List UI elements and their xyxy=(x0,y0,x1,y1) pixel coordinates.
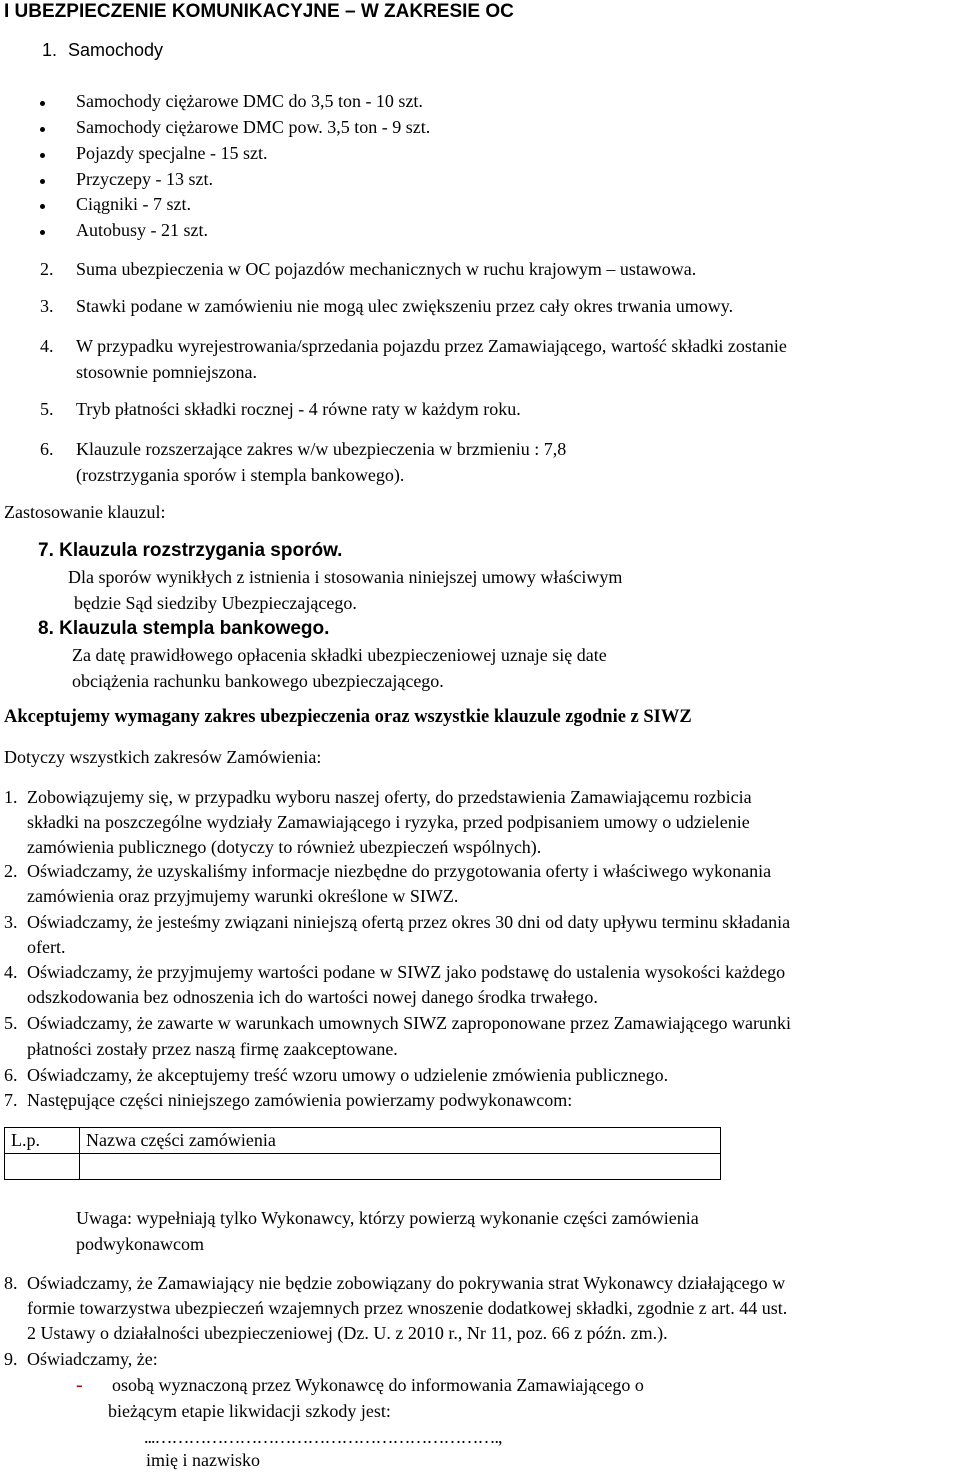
bullet-icon xyxy=(40,230,45,235)
declaration-text: składki na poszczególne wydziały Zamawiającego i ryzyka, przed podpisaniem umowy o udzielenie xyxy=(27,812,750,832)
declaration-text: Oświadczamy, że zawarte w warunkach umownych SIWZ zaproponowane przez Zamawiającego warunki xyxy=(27,1013,791,1033)
declaration-number: 8. xyxy=(4,1273,18,1293)
bullet-icon xyxy=(40,127,45,132)
item-number: 5. xyxy=(40,399,54,419)
declaration-text: Oświadczamy, że: xyxy=(27,1349,158,1369)
dash-bullet: - xyxy=(76,1374,83,1396)
item-1-text: Samochody xyxy=(68,40,164,60)
acceptance-statement: Akceptujemy wymagany zakres ubezpieczenia oraz wszystkie klauzule zgodnie z SIWZ xyxy=(4,707,692,727)
subcontractor-table xyxy=(4,1127,721,1180)
item-text-continuation: stosownie pomniejszona. xyxy=(76,362,257,382)
declaration-text: ofert. xyxy=(27,937,66,957)
declaration-text: Następujące części niniejszego zamówienia powierzamy podwykonawcom: xyxy=(27,1090,573,1110)
table-cell-lp[interactable] xyxy=(5,1154,80,1180)
declaration-text: Oświadczamy, że Zamawiający nie będzie zobowiązany do pokrywania strat Wykonawcy działającego w xyxy=(27,1273,786,1293)
vehicle-item: Przyczepy - 13 szt. xyxy=(76,169,213,189)
bullet-icon xyxy=(40,179,45,184)
declaration-number: 3. xyxy=(4,912,18,932)
table-header-lp: L.p. xyxy=(5,1128,80,1154)
declaration-text: zamówienia publicznego (dotyczy to również ubezpieczeń wspólnych). xyxy=(27,837,542,857)
clause-7-title: 7. Klauzula rozstrzygania sporów. xyxy=(38,540,343,561)
clause-7-text: Dla sporów wynikłych z istnienia i stosowania niniejszej umowy właściwym xyxy=(68,567,623,587)
note-text: Uwaga: wypełniają tylko Wykonawcy, którzy powierzą wykonanie części zamówienia xyxy=(76,1208,699,1228)
declaration-number: 9. xyxy=(4,1349,18,1369)
clause-7-text: będzie Sąd siedziby Ubezpieczającego. xyxy=(74,593,357,613)
vehicle-item: Pojazdy specjalne - 15 szt. xyxy=(76,143,268,163)
item-text: Tryb płatności składki rocznej - 4 równe raty w każdym roku. xyxy=(76,399,521,419)
section-title: I UBEZPIECZENIE KOMUNIKACYJNE – W ZAKRESIE OC xyxy=(4,1,514,22)
declaration-text: Zobowiązujemy się, w przypadku wyboru naszej oferty, do przedstawienia Zamawiającemu rozbicia xyxy=(27,787,752,807)
declaration-text: formie towarzystwa ubezpieczeń wzajemnych przez wnoszenie dodatkowej składki, zgodnie z art. 44 ust. xyxy=(27,1298,788,1318)
table-header-row xyxy=(5,1128,721,1154)
declaration-text: Oświadczamy, że jesteśmy związani niniejszą ofertą przez okres 30 dni od daty upływu terminu składania xyxy=(27,912,791,932)
bullet-icon xyxy=(40,153,45,158)
declaration-text: 2 Ustawy o działalności ubezpieczeniowej (Dz. U. z 2010 r., Nr 11, poz. 66 z późn. zm.). xyxy=(27,1323,668,1343)
table-header-name: Nazwa części zamówienia xyxy=(80,1128,721,1154)
table-cell-name[interactable] xyxy=(80,1154,721,1180)
declaration-text: odszkodowania bez odnoszenia ich do wartości nowej danego środka trwałego. xyxy=(27,987,598,1007)
vehicle-item: Samochody ciężarowe DMC do 3,5 ton - 10 szt. xyxy=(76,91,423,111)
declaration-number: 7. xyxy=(4,1090,18,1110)
name-label: imię i nazwisko xyxy=(146,1450,260,1470)
clause-8-title: 8. Klauzula stempla bankowego. xyxy=(38,618,330,639)
declaration-number: 5. xyxy=(4,1013,18,1033)
declaration-number: 4. xyxy=(4,962,18,982)
item-text: W przypadku wyrejestrowania/sprzedania pojazdu przez Zamawiającego, wartość składki zostanie xyxy=(76,336,787,356)
name-fill-line[interactable]: ...……………………………………………………., xyxy=(144,1427,502,1447)
item-number: 3. xyxy=(40,296,54,316)
declaration-text: Oświadczamy, że akceptujemy treść wzoru umowy o udzielenie zmówienia publicznego. xyxy=(27,1065,669,1085)
clauses-label: Zastosowanie klauzul: xyxy=(4,502,166,522)
note-text: podwykonawcom xyxy=(76,1234,204,1254)
contact-person-text: bieżącym etapie likwidacji szkody jest: xyxy=(108,1401,391,1421)
declaration-text: zamówienia oraz przyjmujemy warunki określone w SIWZ. xyxy=(27,886,459,906)
vehicle-item: Samochody ciężarowe DMC pow. 3,5 ton - 9 szt. xyxy=(76,117,431,137)
declaration-text: Oświadczamy, że przyjmujemy wartości podane w SIWZ jako podstawę do ustalenia wysokości każdego xyxy=(27,962,786,982)
vehicle-item: Ciągniki - 7 szt. xyxy=(76,194,191,214)
contact-person-text: osobą wyznaczoną przez Wykonawcę do informowania Zamawiającego o xyxy=(112,1375,644,1395)
item-number: 6. xyxy=(40,439,54,459)
declaration-number: 6. xyxy=(4,1065,18,1085)
applies-label: Dotyczy wszystkich zakresów Zamówienia: xyxy=(4,747,322,767)
declaration-number: 1. xyxy=(4,787,18,807)
declaration-text: płatności zostały przez naszą firmę zaakceptowane. xyxy=(27,1039,398,1059)
bullet-icon xyxy=(40,204,45,209)
declaration-number: 2. xyxy=(4,861,18,881)
table-row[interactable] xyxy=(5,1154,721,1180)
item-number: 2. xyxy=(40,259,54,279)
item-1-number: 1. xyxy=(42,40,58,60)
clause-8-text: Za datę prawidłowego opłacenia składki ubezpieczeniowej uznaje się date xyxy=(72,645,607,665)
item-text: Suma ubezpieczenia w OC pojazdów mechanicznych w ruchu krajowym – ustawowa. xyxy=(76,259,697,279)
declaration-text: Oświadczamy, że uzyskaliśmy informacje niezbędne do przygotowania oferty i właściwego wykonania xyxy=(27,861,772,881)
item-text: Klauzule rozszerzające zakres w/w ubezpieczenia w brzmieniu : 7,8 xyxy=(76,439,567,459)
bullet-icon xyxy=(40,101,45,106)
item-number: 4. xyxy=(40,336,54,356)
vehicle-item: Autobusy - 21 szt. xyxy=(76,220,208,240)
clause-8-text: obciążenia rachunku bankowego ubezpieczającego. xyxy=(72,671,444,691)
item-text: Stawki podane w zamówieniu nie mogą ulec zwiększeniu przez cały okres trwania umowy. xyxy=(76,296,734,316)
item-text-continuation: (rozstrzygania sporów i stempla bankowego). xyxy=(76,465,405,485)
